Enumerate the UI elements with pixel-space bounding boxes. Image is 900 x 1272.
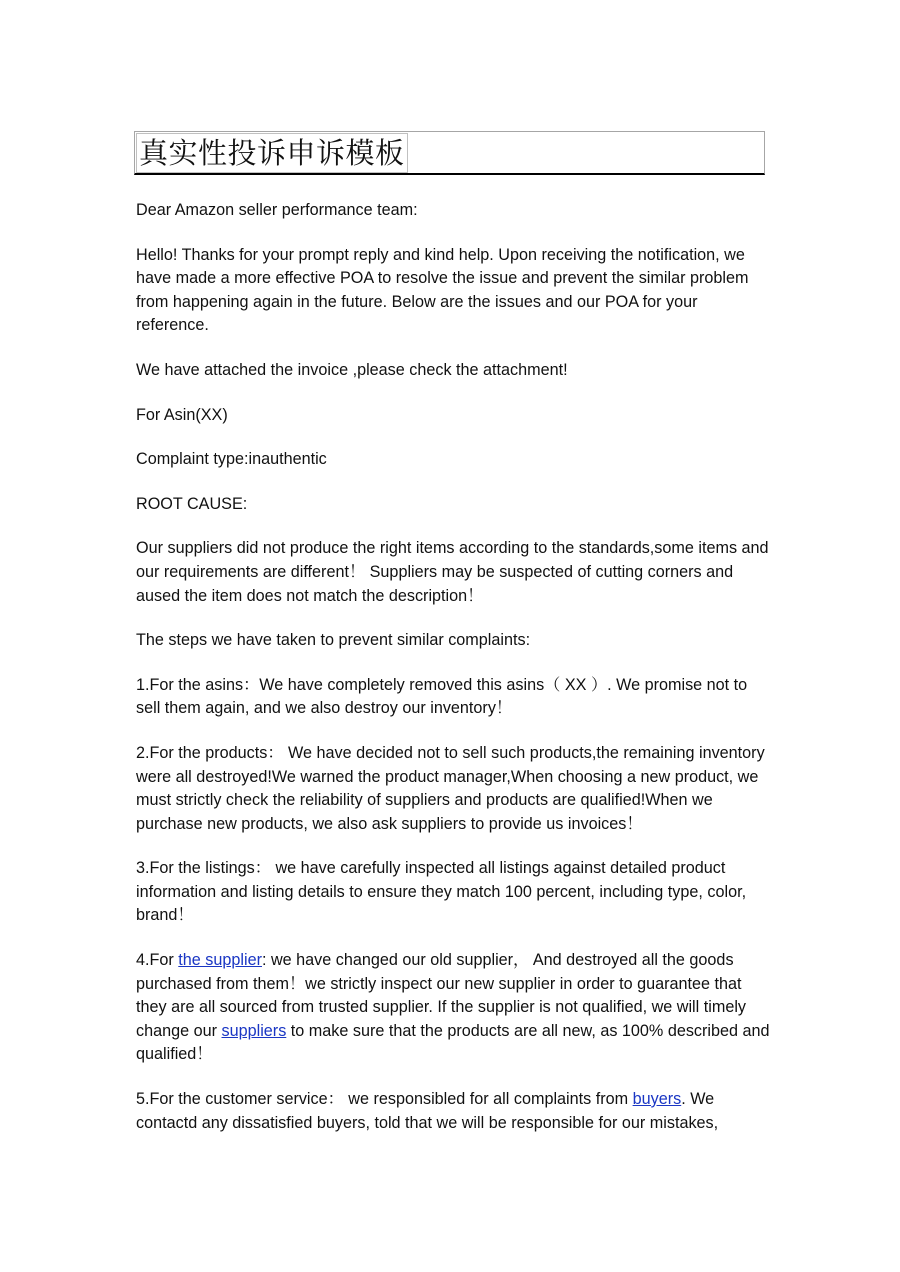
root-cause-heading: ROOT CAUSE: bbox=[136, 494, 248, 513]
step-4-suffix: to make sure that the products are all new, as 100% described and qualified！ bbox=[136, 1021, 770, 1064]
letter-body bbox=[136, 199, 772, 1156]
suppliers-link[interactable]: suppliers bbox=[221, 1021, 287, 1040]
complaint-type: Complaint type:inauthentic bbox=[136, 450, 327, 469]
step-4-prefix: 4.For bbox=[136, 951, 179, 970]
asin-line: For Asin(XX) bbox=[136, 405, 228, 424]
buyers-link[interactable]: buyers bbox=[632, 1090, 682, 1109]
step-5-suffix: . We contactd any dissatisfied buyers, told that we will be responsible for our mistakes, bbox=[136, 1090, 719, 1132]
step-3: 3.For the listings： we have carefully inspected all listings against detailed product information and listing details to ensure they match 100 percent, including type, color, brand！ bbox=[136, 859, 747, 925]
steps-heading: The steps we have taken to prevent similar complaints: bbox=[136, 631, 531, 650]
greeting: Dear Amazon seller performance team: bbox=[136, 201, 418, 219]
document-title: 真实性投诉申诉模板 bbox=[136, 133, 408, 173]
step-4-middle: : we have changed our old supplier， And destroyed all the goods purchased from them！we strictly inspect our new supplier in order to guarantee that they are all sourced from trusted supplier. If the supplier is not qualified, we will timely change our bbox=[136, 951, 747, 1040]
step-5 bbox=[136, 1088, 772, 1135]
step-5-prefix: 5.For the customer service： we responsibled for all complaints from bbox=[136, 1090, 633, 1109]
step-4 bbox=[136, 949, 772, 1067]
title-box bbox=[134, 131, 765, 175]
step-2: 2.For the products： We have decided not to sell such products,the remaining inventory were all destroyed!We warned the product manager,When choosing a new product, we must strictly check the reliability of suppliers and products are qualified!When we purchase new products, we also ask suppliers to provide us invoices！ bbox=[136, 743, 765, 833]
invoice-note: We have attached the invoice ,please check the attachment! bbox=[136, 360, 568, 379]
root-cause-paragraph: Our suppliers did not produce the right items according to the standards,some items and our requirements are different！ Suppliers may be suspected of cutting corners and aused the item does not match the description！ bbox=[136, 539, 769, 605]
supplier-link[interactable]: the supplier bbox=[178, 951, 262, 970]
step-1: 1.For the asins：We have completely removed this asins（ XX ）. We promise not to sell them again, and we also destroy our inventory！ bbox=[136, 675, 748, 718]
intro-paragraph: Hello! Thanks for your prompt reply and kind help. Upon receiving the notification, we have made a more effective POA to resolve the issue and prevent the similar problem from happening again in the future. Below are the issues and our POA for your reference. bbox=[136, 245, 749, 335]
